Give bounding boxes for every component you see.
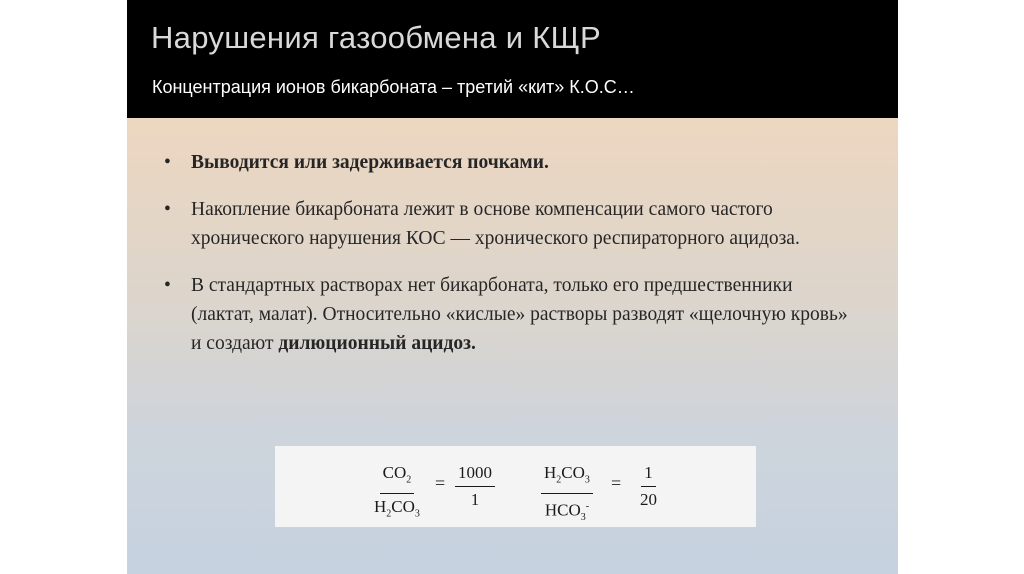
fraction-1-over-20 <box>637 462 660 511</box>
formula-box <box>275 446 756 527</box>
equals-sign: = <box>611 473 622 493</box>
formula-text: HCO <box>544 501 581 521</box>
fraction-numerator: 1 <box>641 462 656 487</box>
slide-subtitle: Концентрация ионов бикарбоната – третий «кит» К.О.С… <box>152 77 635 97</box>
bullet-text: В стандартных растворах нет бикарбоната, только его предшественники (лактат, малат). Относительно «кислые» растворы разводят «щелочную кровь» и создают <box>191 275 848 354</box>
fraction-numerator: 1000 <box>455 462 495 487</box>
fraction-numerator <box>541 462 593 494</box>
formula-subscript: 2 <box>406 474 412 486</box>
formula-subscript: 3 <box>414 508 420 520</box>
bullet-bold-text: дилюционный ацидоз. <box>278 333 476 354</box>
formula-superscript: - <box>585 501 590 513</box>
slide <box>127 0 898 574</box>
fraction-denominator <box>542 494 592 529</box>
fraction-co2-over-h2co3 <box>371 462 423 526</box>
formula-text: CO <box>382 463 407 482</box>
fraction-denominator: 1 <box>470 490 480 509</box>
formula-text: H <box>374 497 387 517</box>
fraction-denominator <box>371 494 423 525</box>
bullet-item-solutions <box>127 271 898 358</box>
bullet-list <box>127 148 898 376</box>
bullet-text: Накопление бикарбоната лежит в основе компенсации самого частого хронического нарушения КОС — хронического респираторного ацидоза. <box>191 199 800 249</box>
equals-sign: = <box>435 473 446 493</box>
formula-text: CO <box>561 463 585 482</box>
slide-title: Нарушения газообмена и КЩР <box>151 20 601 55</box>
fraction-denominator: 20 <box>640 490 657 509</box>
bullet-marker: • <box>164 275 171 296</box>
formula-text: CO <box>391 497 415 517</box>
bullet-item-kidneys <box>127 148 898 177</box>
formula-subscript: 3 <box>584 474 590 486</box>
bullet-marker: • <box>164 152 171 173</box>
bullet-item-compensation <box>127 195 898 253</box>
formula-subscript: 3 <box>580 512 586 524</box>
formula-subscript: 2 <box>556 474 562 486</box>
slide-header <box>127 0 898 118</box>
fraction-numerator <box>380 462 415 494</box>
fraction-1000-over-1 <box>455 462 495 511</box>
formula-subscript: 2 <box>386 508 392 520</box>
bullet-marker: • <box>164 199 171 220</box>
fraction-h2co3-over-hco3 <box>541 462 593 529</box>
formula-text: H <box>544 463 557 482</box>
bullet-text: Выводится или задерживается почками. <box>191 152 549 173</box>
